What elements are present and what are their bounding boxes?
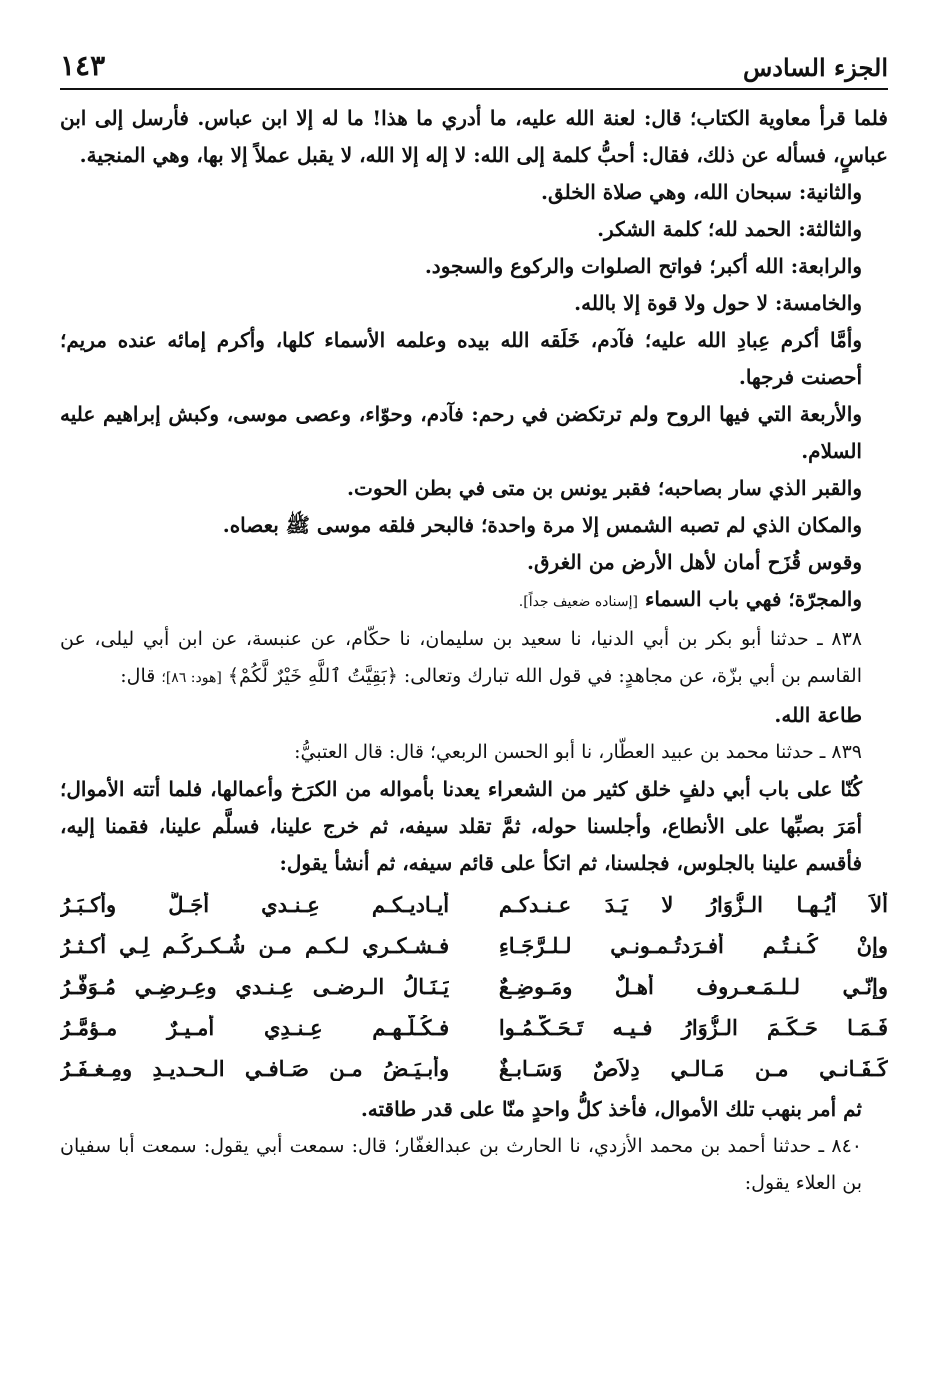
paragraph (60, 771, 888, 882)
hemistich-right: وإنْ كُـنـتُـم أفـرَدتُـمـونـي لـلـرَّجَـاءِ (498, 933, 888, 958)
paragraph (60, 285, 888, 322)
paragraph-text: والثانية: سبحان الله، وهي صلاة الخلق. (541, 180, 862, 204)
page-header (60, 38, 888, 82)
paragraph-text: والرابعة: الله أكبر؛ فواتح الصلوات والركوع والسجود. (424, 254, 862, 278)
paragraph-text: والقبر الذي سار بصاحبه؛ فقبر يونس بن متى في بطن الحوت. (347, 476, 862, 500)
hemistich-right: وإنّـي لـلـمَـعـروف أهـلٌ ومَـوضِـعٌ (498, 974, 888, 999)
hemistich-right: كَـفَـانـي مـن مَـالـي دِلاَصٌ وَسَـابـغٌ (498, 1056, 888, 1081)
hemistich-left: يَـنَـالُ الـرضـى عِـنـدي وعِـرضِـي مُـوَفَّـرُ (60, 974, 450, 999)
paragraph-text: والثالثة: الحمد لله؛ كلمة الشكر. (597, 217, 862, 241)
paragraph-text: وأمَّا أكرم عِبادِ الله عليه؛ فآدم، خَلَقه الله بيده وعلمه الأسماء كلها، وأكرم إمائه عنده مريم؛ أحصنت فرجها. (60, 328, 863, 389)
paragraph (60, 211, 888, 248)
paragraph (60, 396, 888, 470)
paragraph-text: كُنّا على باب أبي دلفٍ خلق كثير من الشعراء يعدنا بأمواله من الكرَخ وأعمالها، فلما أتته الأموال؛ أمَرَ بصبِّها على الأنطاع، وأجلسنا حوله، ثمَّ تقلد سيفه، ثم خرج علينا، فسلَّم علينا، فقمنا إليه، فأقسم علينا بالجلوس، فجلسنا، ثم اتكأ على قائم سيفه، ثم أنشأ يقول: (60, 777, 862, 875)
paragraph (60, 544, 888, 581)
running-title: الجزء السادس (742, 53, 888, 82)
citation-note: [إسناده ضعيف جداً]. (518, 594, 638, 610)
poem-verse (60, 966, 888, 1007)
paragraph-text: والمكان الذي لم تصبه الشمس إلا مرة واحدة؛ فالبحر فلقه موسى ﷺ بعصاه. (222, 513, 862, 537)
poem (60, 884, 888, 1089)
paragraph-text: ٨٣٩ ـ حدثنا محمد بن عبيد العطّار، نا أبو الحسن الربعي؛ قال: قال العتبيُّ: (294, 741, 862, 763)
paragraph (60, 581, 888, 621)
paragraph-text: ٨٤٠ ـ حدثنا أحمد بن محمد الأزدي، نا الحارث بن عبدالغفّار؛ قال: سمعت أبي يقول: سمعت أبا سفيان بن العلاء يقول: (60, 1135, 862, 1194)
paragraph (60, 621, 888, 697)
poem-verse (60, 1007, 888, 1048)
paragraph (60, 734, 888, 771)
paragraph-text: والأربعة التي فيها الروح ولم ترتكضن في رحم: فآدم، وحوّاء، وعصى موسى، وكبش إبراهيم عليه السلام. (60, 402, 862, 463)
hemistich-left: فـشـكـري لـكـم مـن شُـكـرِكُـم لِـي أكـثـرُ (60, 933, 450, 958)
hemistich-right: فَـمَـا حَـكَـمَ الـزُّوَارُ فـيـه تَـحَـكَّـمُـوا (498, 1015, 888, 1040)
paragraph (60, 1091, 888, 1128)
header-rule (60, 88, 888, 90)
paragraph (60, 697, 888, 734)
paragraph-text: ٨٣٨ ـ حدثنا أبو بكر بن أبي الدنيا، نا سعيد بن سليمان، نا حكّام، عن عنبسة، عن ابن أبي ليلى، عن القاسم بن أبي بزّة، عن مجاهدٍ: في قول الله تبارك وتعالى: ﴿بَقِيَّتُ ٱللَّهِ خَيْرٌ لَّكُمْ﴾ (60, 628, 862, 687)
poem-verse (60, 884, 888, 925)
paragraph-text: وقوس قُزَح أمان لأهل الأرض من الغرق. (527, 550, 862, 574)
paragraph (60, 507, 888, 544)
paragraph-text: ثم أمر بنهب تلك الأموال، فأخذ كلُّ واحدٍ منّا على قدر طاقته. (360, 1097, 862, 1121)
poem-verse (60, 925, 888, 966)
paragraph-text: فلما قرأ معاوية الكتاب؛ قال: لعنة الله عليه، ما أدري ما هذا! ما له إلا ابن عباس. فأرسل إلى ابن عباسٍ، فسأله عن ذلك، فقال: أحبُّ كلمة إلى الله: لا إله إلا الله، لا يقبل عملاً إلا بها، وهي المنجية. (60, 106, 888, 167)
paragraph-text: والمجرّة؛ فهي باب السماء (644, 587, 862, 611)
page-number: ١٤٣ (60, 49, 106, 82)
paragraph (60, 174, 888, 211)
paragraph (60, 322, 888, 396)
paragraph-text: والخامسة: لا حول ولا قوة إلا بالله. (574, 291, 862, 315)
citation-note: [هود: ٨٦]؛ (161, 670, 222, 686)
page-body (60, 100, 888, 1202)
hemistich-left: فـكُـلُّـهـم عِـنـدِي أمـيـرٌ مـؤمَّـرُ (60, 1015, 450, 1040)
paragraph (60, 470, 888, 507)
hemistich-left: وأبـيَـضُ مـن صَـافـي الـحـديـدِ ومِـغـفَـرُ (60, 1056, 450, 1081)
hemistich-right: ألاَ أيُـهـا الـزُّوَارُ لا يَـدَ عـنـدكـم (498, 892, 888, 917)
hemistich-left: أيـاديـكـم عِـنـدي أجَـلُّ وأكـبَـرُ (60, 892, 450, 917)
poem-verse (60, 1048, 888, 1089)
paragraph (60, 100, 888, 174)
paragraph-tail: قال: (120, 665, 156, 687)
paragraph-text: طاعة الله. (774, 703, 862, 727)
paragraph (60, 1128, 888, 1202)
paragraph (60, 248, 888, 285)
